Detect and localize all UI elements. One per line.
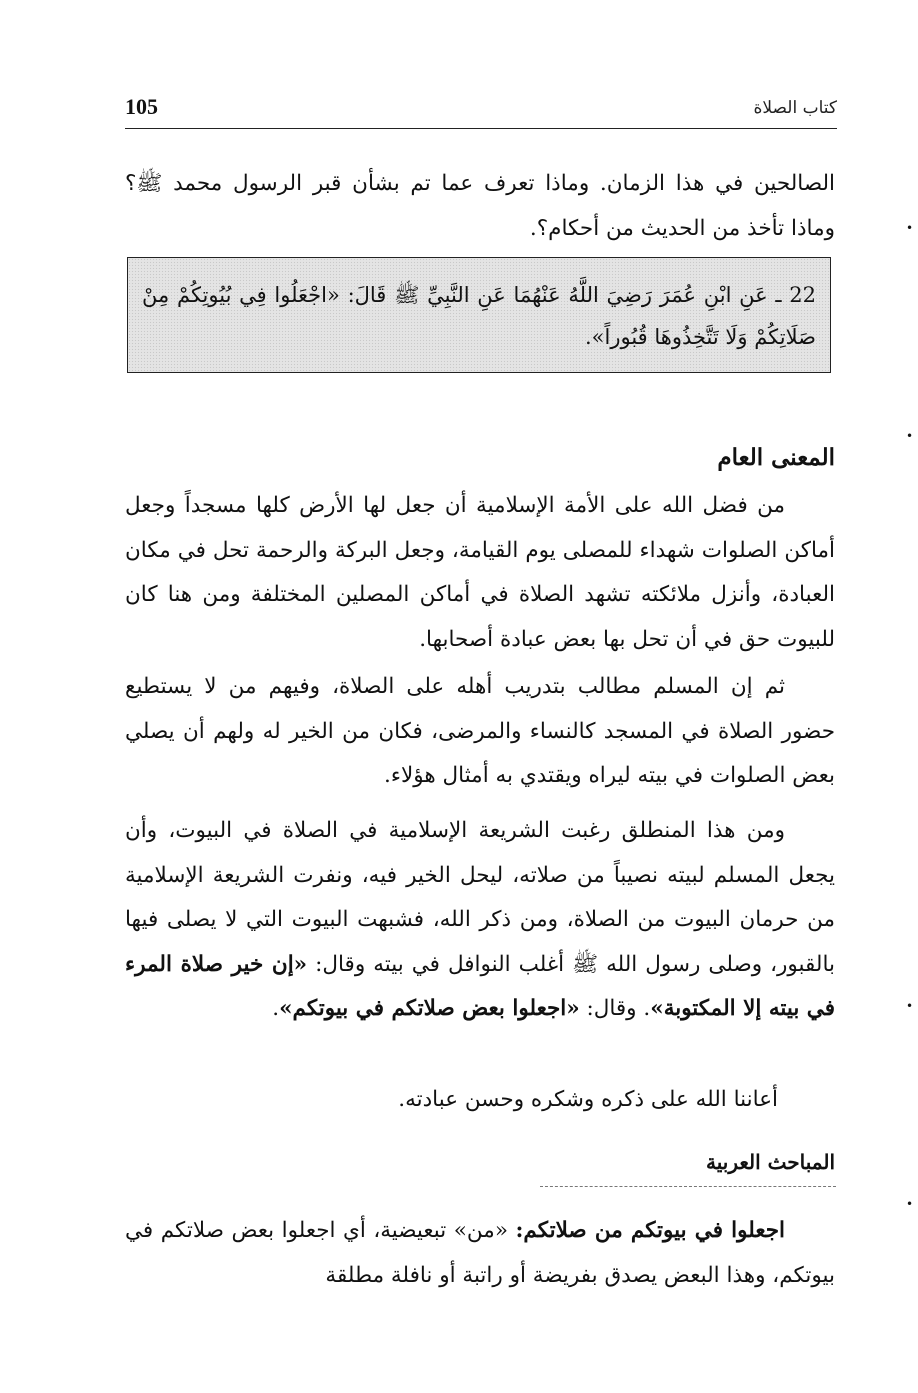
hadith-box xyxy=(127,257,831,373)
paragraph-2-text: ثم إن المسلم مطالب بتدريب أهله على الصلاة، وفيهم من لا يستطيع حضور الصلاة في المسجد كالنساء والمرضى، فكان من الخير له ولهم أن يصلي بعض الصلوات في بيته ليراه ويقتدي به أمثال هؤلاء. xyxy=(125,674,835,788)
paragraph-3 xyxy=(125,809,835,1032)
section-heading-general-meaning: المعنى العام xyxy=(717,444,835,471)
running-title: كتاب الصلاة xyxy=(753,98,837,118)
term-label: اجعلوا في بيوتكم من صلاتكم: xyxy=(515,1218,785,1243)
page-header xyxy=(125,92,837,129)
closing-line: أعاننا الله على ذكره وشكره وحسن عبادته. xyxy=(398,1087,778,1112)
paragraph-3-connector: . وقال: xyxy=(579,996,651,1021)
hadith-quote-1: «إن خير صلاة المرء في بيته إلا المكتوبة» xyxy=(125,951,835,1021)
paragraph-2 xyxy=(125,665,835,799)
hadith-text: 22 ـ عَنِ ابْنِ عُمَرَ رَضِيَ اللَّهُ عَنْهُمَا عَنِ النَّبِيِّ ﷺ قَالَ: «اجْعَلُوا فِي بُيُوتِكُمْ مِنْ صَلَاتِكُمْ وَلَا تَتَّخِذُوهَا قُبُوراً». xyxy=(142,283,816,349)
dashed-divider xyxy=(540,1186,836,1187)
paragraph-1 xyxy=(125,484,835,662)
hadith-quote-2: «اجعلوا بعض صلاتكم في بيوتكم» xyxy=(279,996,580,1021)
margin-dot: • xyxy=(906,999,914,1013)
page-number: 105 xyxy=(125,94,158,119)
margin-dot: • xyxy=(906,429,914,443)
paragraph-arabic-notes xyxy=(125,1209,835,1298)
intro-paragraph: الصالحين في هذا الزمان. وماذا تعرف عما تم بشأن قبر الرسول محمد ﷺ؟ وماذا تأخذ من الحديث من أحكام؟. xyxy=(125,171,835,241)
section-heading-arabic: المباحث العربية xyxy=(706,1150,835,1174)
term-explanation: «من» تبعيضية، أي اجعلوا بعض صلاتكم في بيوتكم، وهذا البعض يصدق بفريضة أو راتبة أو نافلة مطلقة xyxy=(125,1218,835,1288)
paragraph-3-text: ومن هذا المنطلق رغبت الشريعة الإسلامية في الصلاة في البيوت، وأن يجعل المسلم لبيته نصيباً من صلاته، ليحل الخير فيه، ونفرت الشريعة الإسلامية من حرمان البيوت من الصلاة، ومن ذكر الله، فشبهت البيوت التي لا يصلى فيها بالقبور، وصلى رسول الله ﷺ أغلب النوافل في بيته وقال: xyxy=(125,818,835,977)
paragraph-1-text: من فضل الله على الأمة الإسلامية أن جعل لها الأرض كلها مسجداً وجعل أماكن الصلوات شهداء للمصلى يوم القيامة، وجعل البركة والرحمة تحل في مكان العبادة، وأنزل ملائكته تشهد الصلاة في أماكن المصلين المختلفة ومن هنا كان للبيوت حق في أن تحل بها بعض عبادة أصحابها. xyxy=(125,493,835,652)
paragraph-3-end: . xyxy=(272,996,280,1021)
margin-dot: • xyxy=(906,221,914,235)
margin-dot: • xyxy=(906,1197,914,1211)
